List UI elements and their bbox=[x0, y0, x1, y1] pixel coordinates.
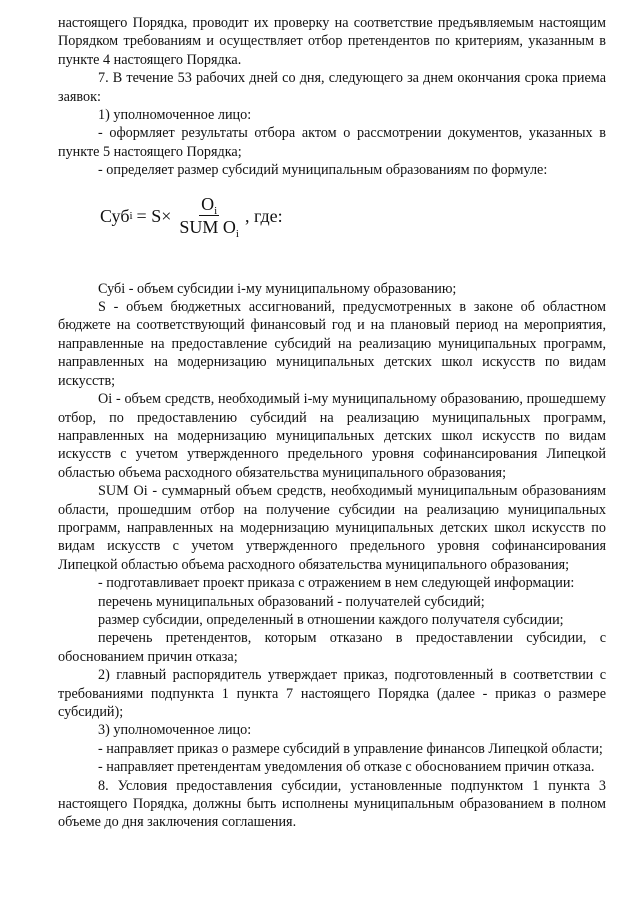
document-page bbox=[58, 14, 606, 832]
formula-denominator: SUM $O_i$ bbox=[179, 217, 239, 241]
formula-fraction bbox=[177, 193, 241, 241]
formula-numerator: $O_i$ bbox=[201, 194, 218, 218]
subitem-3-heading: 3) уполномоченное лицо: bbox=[98, 722, 252, 739]
subsidy-formula: Суб i = S× $\frac{O_i}{SUM O_i}$ , где: bbox=[100, 194, 283, 241]
subitem-2: 2) главный распорядитель утверждает приказ, подготовленный в соответствии с требованиями подпункта 1 пункта 7 настоящего Порядка (далее - приказ о размере субсидий); bbox=[58, 667, 606, 720]
paragraph-continuation: настоящего Порядка, проводит их проверку на соответствие предъявляемым настоящим Порядком требованиям и осуществляет отбор претендентов по критериям, указанным в пункте 4 настоящего Порядка. bbox=[58, 15, 606, 68]
list-recipients: перечень муниципальных образований - получателей субсидий; bbox=[98, 593, 485, 610]
bullet-send-notices: - направляет претендентам уведомления об отказе с обоснованием причин отказа. bbox=[98, 759, 595, 776]
spacer bbox=[58, 252, 606, 280]
paragraph-item-7: 7. В течение 53 рабочих дней со дня, следующего за днем окончания срока приема заявок: bbox=[58, 70, 606, 105]
paragraph-item-8: 8. Условия предоставления субсидии, установленные подпунктом 1 пункта 3 настоящего Порядка, должны быть исполнены муниципальным образованием в полном объеме до дня заключения соглашения. bbox=[58, 777, 606, 831]
list-rejected: перечень претендентов, которым отказано в предоставлении субсидии, с обоснованием причин отказа; bbox=[58, 630, 606, 665]
definition-s: S - объем бюджетных ассигнований, предусмотренных в законе об областном бюджете на соответствующий финансовый год и на плановый период на мероприятия, направленные на предоставление субсидий на реализацию муниципальных программ, направленных на модернизацию муниципальных детских школ искусств по видам искусств; bbox=[58, 299, 606, 389]
subitem-1-heading: 1) уполномоченное лицо: bbox=[98, 107, 252, 124]
bullet-prepare-order: - подготавливает проект приказа с отражением в нем следующей информации: bbox=[98, 575, 575, 592]
definition-o-i: Oi - объем средств, необходимый i-му муниципальному образованию, прошедшему отбор, по предоставлению субсидий на реализацию муниципальных программ, направленных на модернизацию муниципальных детских школ искусств по видам искусств с учетом утвержденного предельного уровня софинансирования Липецкой областью объема расходного обязательства муниципального образования; bbox=[58, 391, 606, 481]
bullet-send-order: - направляет приказ о размере субсидий в управление финансов Липецкой области; bbox=[98, 740, 603, 757]
formula-lhs: Суб bbox=[100, 205, 130, 226]
formula-equals: = S× bbox=[136, 205, 172, 226]
formula-suffix: , где: bbox=[244, 205, 283, 226]
bullet-register-results: - оформляет результаты отбора актом о рассмотрении документов, указанных в пункте 5 настоящего Порядка; bbox=[58, 125, 606, 160]
definition-sub-i: Субi - объем субсидии i-му муниципальному образованию; bbox=[98, 280, 457, 297]
list-subsidy-size: размер субсидии, определенный в отношении каждого получателя субсидии; bbox=[98, 611, 564, 628]
bullet-define-subsidy: - определяет размер субсидий муниципальным образованиям по формуле: bbox=[98, 162, 548, 179]
definition-sum-o-i: SUM Oi - суммарный объем средств, необходимый муниципальным образованиям области, прошедшим отбор на получение субсидии на реализацию муниципальных программ, направленных на модернизацию муниципальных детских школ искусств по видам искусств с учетом утвержденного предельного уровня софинансирования Липецкой областью объема расходного обязательства муниципального образования; bbox=[58, 483, 606, 573]
